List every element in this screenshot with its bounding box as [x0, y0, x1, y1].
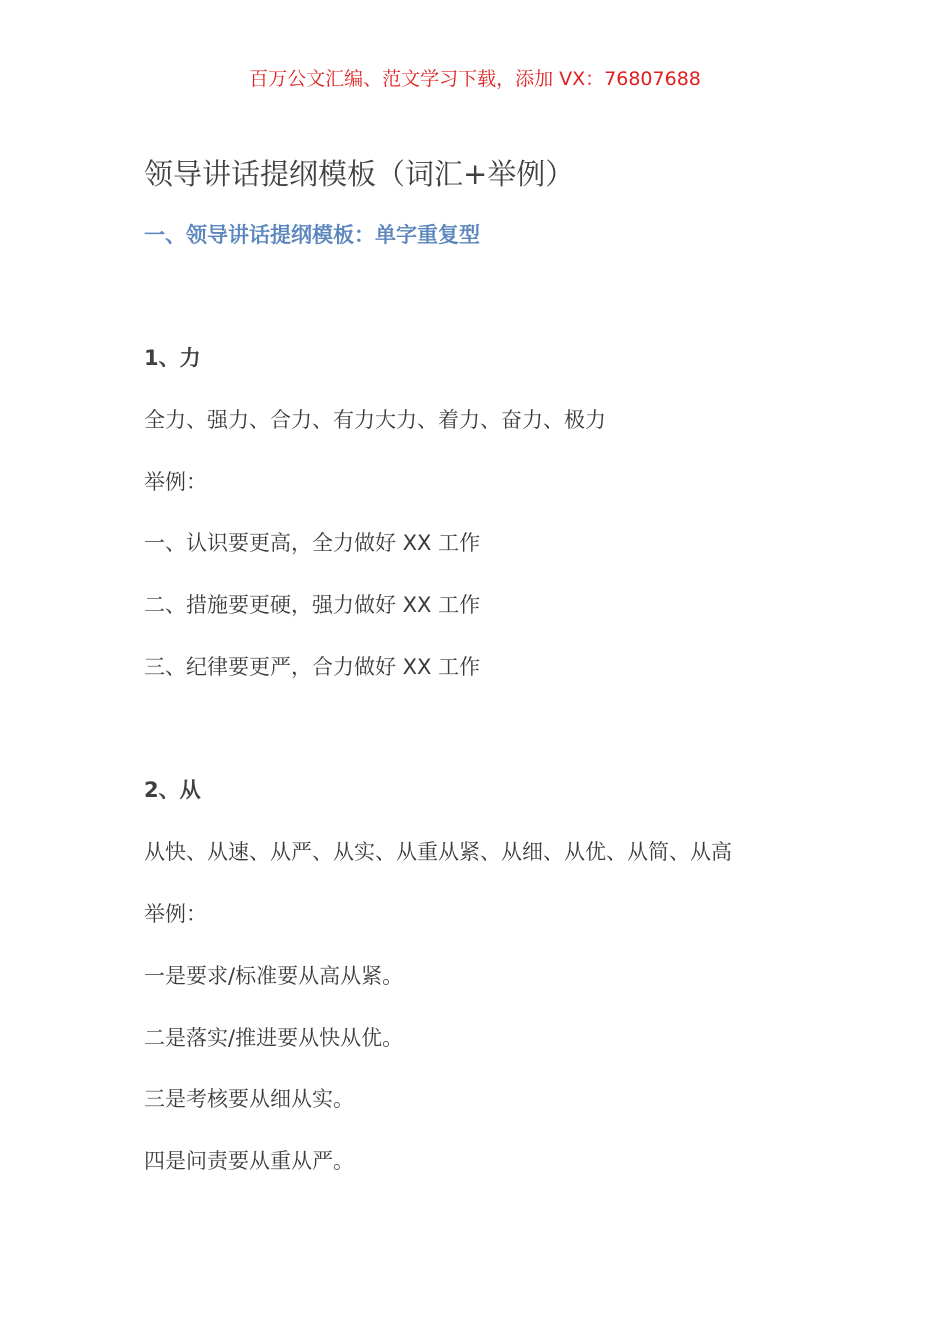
group-2-example-label: 举例： [144, 902, 207, 926]
watermark-banner: 百万公文汇编、范文学习下载，添加 VX：76807688 [249, 68, 701, 90]
group-1-example-label: 举例： [144, 470, 207, 494]
group-1-example-3: 三、纪律要更严，合力做好 XX 工作 [144, 655, 481, 679]
group-2-example-1: 一是要求/标准要从高从紧。 [144, 964, 404, 988]
section-heading: 一、领导讲话提纲模板：单字重复型 [144, 223, 480, 247]
group-2-example-2: 二是落实/推进要从快从优。 [144, 1026, 404, 1050]
group-1-words: 全力、强力、合力、有力大力、着力、奋力、极力 [144, 408, 606, 432]
group-2-example-3: 三是考核要从细从实。 [144, 1087, 354, 1111]
group-1-example-2: 二、措施要更硬，强力做好 XX 工作 [144, 593, 481, 617]
group-1-example-1: 一、认识要更高，全力做好 XX 工作 [144, 531, 481, 555]
document-title: 领导讲话提纲模板（词汇+举例） [144, 157, 575, 191]
group-1-heading: 1、力 [144, 346, 201, 370]
group-2-example-4: 四是问责要从重从严。 [144, 1149, 354, 1173]
group-2-words: 从快、从速、从严、从实、从重从紧、从细、从优、从简、从高 [144, 840, 732, 864]
group-2-heading: 2、从 [144, 778, 201, 802]
